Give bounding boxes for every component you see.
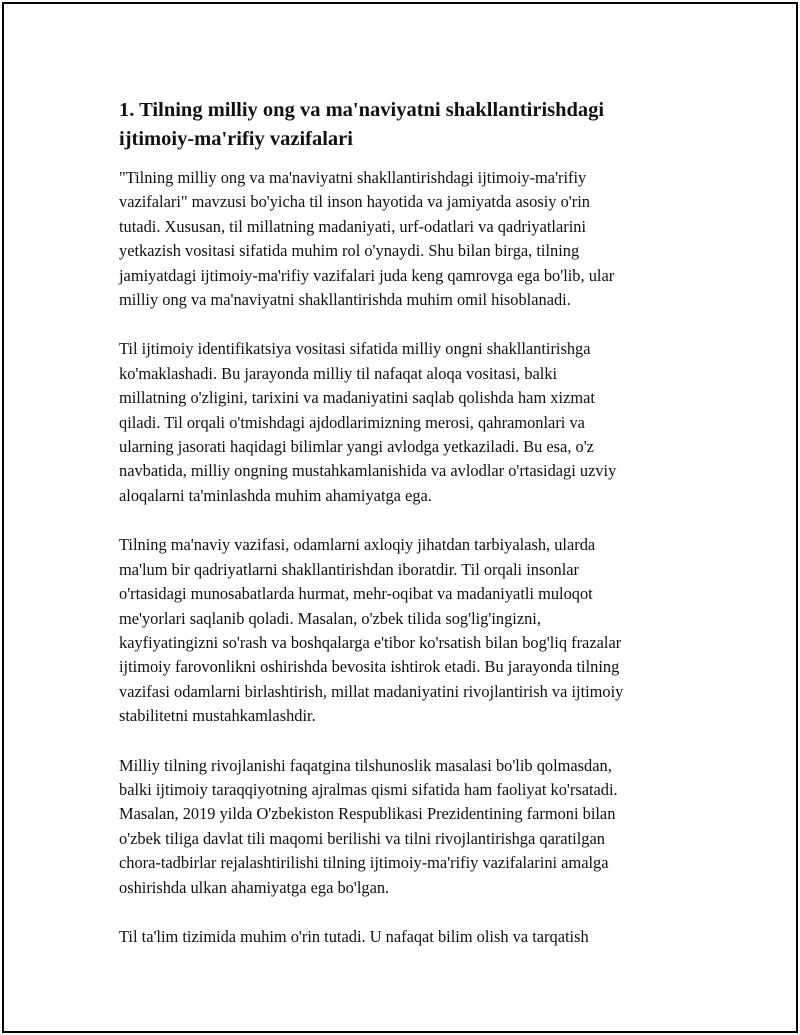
text-line: yetkazish vositasi sifatida muhim rol o'ynaydi. Shu bilan birga, tilning [119, 241, 580, 261]
section-title-line: 1. Tilning milliy ong va ma'naviyatni shakllantirishdagi [119, 99, 605, 121]
text-line: o'rtasidagi munosabatlarda hurmat, mehr-oqibat va madaniyatli muloqot [119, 584, 593, 604]
text-line: ma'lum bir qadriyatlarni shakllantirishdan iboratdir. Til orqali insonlar [119, 559, 580, 579]
text-line: navbatida, milliy ongning mustahkamlanishida va avlodlar o'rtasidagi uzviy [119, 461, 617, 481]
text-line: vazifalari" mavzusi bo'yicha til inson hayotida va jamiyatda asosiy o'rin [119, 192, 590, 212]
section-title-line: ijtimoiy-ma'rifiy vazifalari [119, 128, 353, 150]
text-line: vazifasi odamlarni birlashtirish, millat madaniyatini rivojlantirish va ijtimoiy [119, 681, 624, 701]
text-line: "Tilning milliy ong va ma'naviyatni shakllantirishdagi ijtimoiy-ma'rifiy [119, 168, 587, 187]
text-line: ularning jasorati haqidagi bilimlar yangi avlodga yetkaziladi. Bu esa, o'z [119, 437, 594, 457]
text-line: tutadi. Xususan, til millatning madaniyati, urf-odatlari va qadriyatlarini [119, 216, 587, 236]
text-line: me'yorlari saqlanib qoladi. Masalan, o'zbek tilida sog'lig'ingizni, [119, 608, 541, 628]
text-line: aloqalarni ta'minlashda muhim ahamiyatga ega. [119, 485, 432, 505]
page-frame [2, 2, 798, 1033]
text-line: Masalan, 2019 yilda O'zbekiston Respublikasi Prezidentining farmoni bilan [119, 804, 616, 824]
text-line: kayfiyatingizni so'rash va boshqalarga e'tibor ko'rsatish bilan bog'liq frazalar [119, 632, 622, 652]
paragraph-2 [119, 337, 699, 508]
section-title [119, 96, 699, 154]
text-line: Milliy tilning rivojlanishi faqatgina tilshunoslik masalasi bo'lib qolmasdan, [119, 755, 612, 775]
text-line: stabilitetni mustahkamlashdir. [119, 706, 316, 726]
paragraph-5 [119, 925, 699, 949]
text-line: o'zbek tiliga davlat tili maqomi berilishi va tilni rivojlantirishga qaratilgan [119, 828, 605, 848]
text-line: Til ta'lim tizimida muhim o'rin tutadi. U nafaqat bilim olish va tarqatish [119, 926, 589, 946]
text-line: oshirishda ulkan ahamiyatga ega bo'lgan. [119, 877, 390, 897]
document-body [119, 96, 699, 974]
text-line: Til ijtimoiy identifikatsiya vositasi sifatida milliy ongni shakllantirishga [119, 339, 591, 359]
text-line: ko'maklashadi. Bu jarayonda milliy til nafaqat aloqa vositasi, balki [119, 363, 558, 383]
text-line: millatning o'zligini, tarixini va madaniyatini saqlab qolishda ham xizmat [119, 388, 595, 408]
text-line: milliy ong va ma'naviyatni shakllantirishda muhim omil hisoblanadi. [119, 290, 571, 310]
text-line: Tilning ma'naviy vazifasi, odamlarni axloqiy jihatdan tarbiyalash, ularda [119, 535, 596, 555]
paragraph-4 [119, 754, 699, 900]
text-line: ijtimoiy farovonlikni oshirishda bevosita ishtirok etadi. Bu jarayonda tilning [119, 657, 620, 677]
paragraph-3 [119, 533, 699, 728]
text-line: qiladi. Til orqali o'tmishdagi ajdodlarimizning merosi, qahramonlari va [119, 412, 585, 432]
text-line: jamiyatdagi ijtimoiy-ma'rifiy vazifalari juda keng qamrovga ega bo'lib, ular [119, 265, 615, 285]
text-line: balki ijtimoiy taraqqiyotning ajralmas qismi sifatida ham faoliyat ko'rsatadi. [119, 779, 618, 799]
text-line: chora-tadbirlar rejalashtirilishi tilning ijtimoiy-ma'rifiy vazifalarini amalga [119, 853, 609, 873]
paragraph-1 [119, 166, 699, 312]
